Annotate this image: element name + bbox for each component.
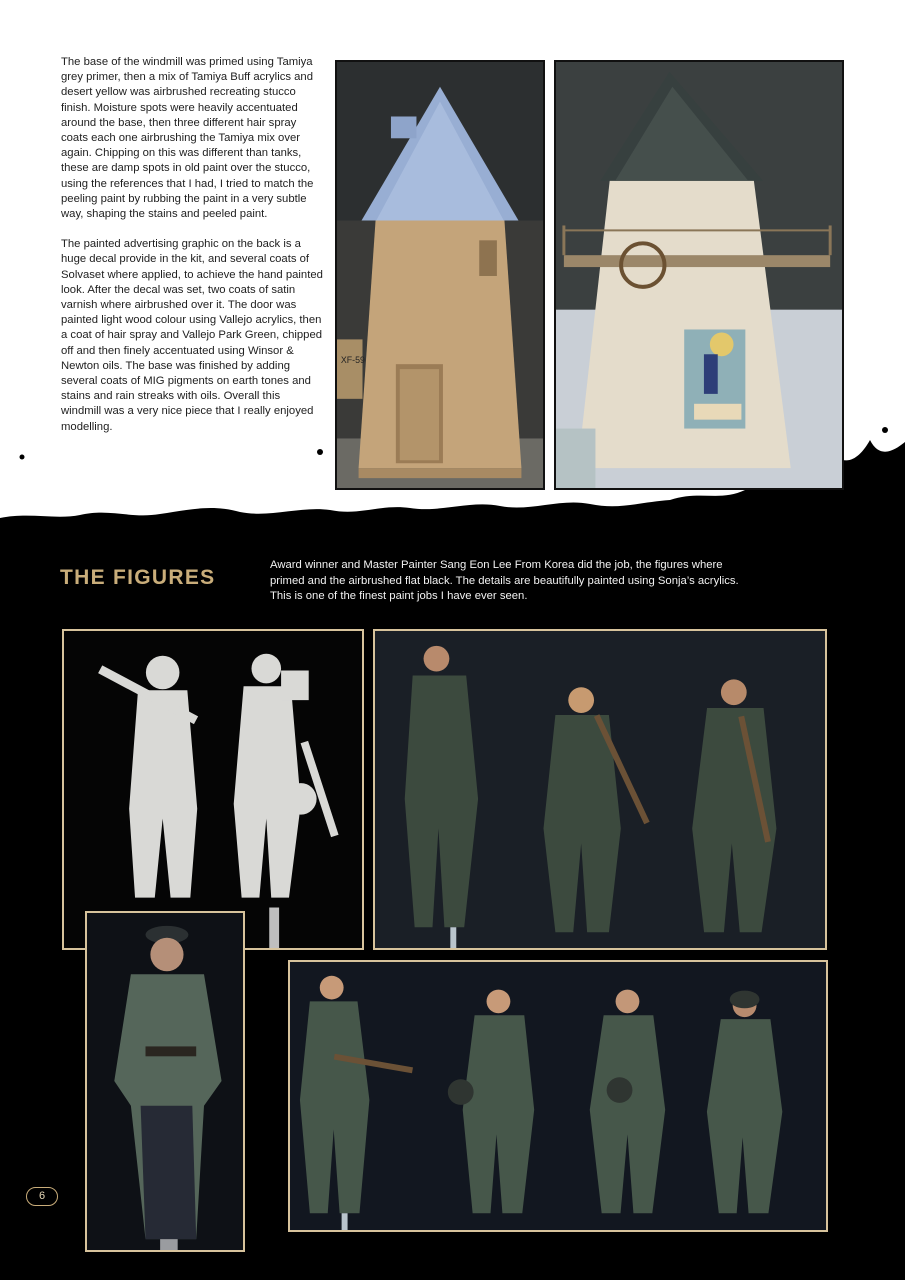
article-paragraph-2: The painted advertising graphic on the back is a huge decal provide in the kit, and several coats of Solvaset where applied, to achieve the hand painted look. After the decal was set, two coats of satin varnish where airbrushed over it. The door was painted light wood colour using Vallejo acrylics, then a coat of hair spray and Vallejo Park Green, chipped off and then finely accentuated using Winsor & Newton oils. The base was finished by adding several coats of MIG pigments on earth tones and stains and rain streaks with oils. Overall this windmill was a very nice piece that I really enjoyed modelling.: [61, 238, 323, 433]
section-title: THE FIGURES: [60, 566, 216, 589]
article-body: [61, 55, 323, 450]
windmill-photo-finished: [554, 60, 844, 490]
page-number: 6: [26, 1187, 58, 1206]
painted-figures-rear-photo: [373, 629, 827, 950]
officer-figure-photo: [85, 911, 245, 1252]
section-intro: Award winner and Master Painter Sang Eon Lee From Korea did the job, the figures where primed and the airbrushed flat black. The details are beautifully painted using Sonja’s acrylics. This is one of the finest paint jobs I have ever seen.: [270, 559, 739, 602]
windmill-photo-front: [335, 60, 545, 490]
top-panel: [0, 0, 905, 560]
painted-figures-front-photo: [288, 960, 828, 1232]
paint-jar-label: XF-59: [340, 355, 365, 366]
primed-figures-photo: [62, 629, 364, 950]
article-paragraph-1: The base of the windmill was primed using Tamiya grey primer, then a mix of Tamiya Buff acrylics and desert yellow was airbrushed recreating stucco finish. Moisture spots were heavily accentuated around the base, then three different hair spray coats each one airbrushing the Tamiya mix over again. Chipping on this was different than tanks, these are damp spots in old paint over the stucco, using the references that I had, I tried to match the peeling paint by rubbing the paint in a very subtle way, shaping the stains and peeled paint.: [61, 56, 314, 221]
